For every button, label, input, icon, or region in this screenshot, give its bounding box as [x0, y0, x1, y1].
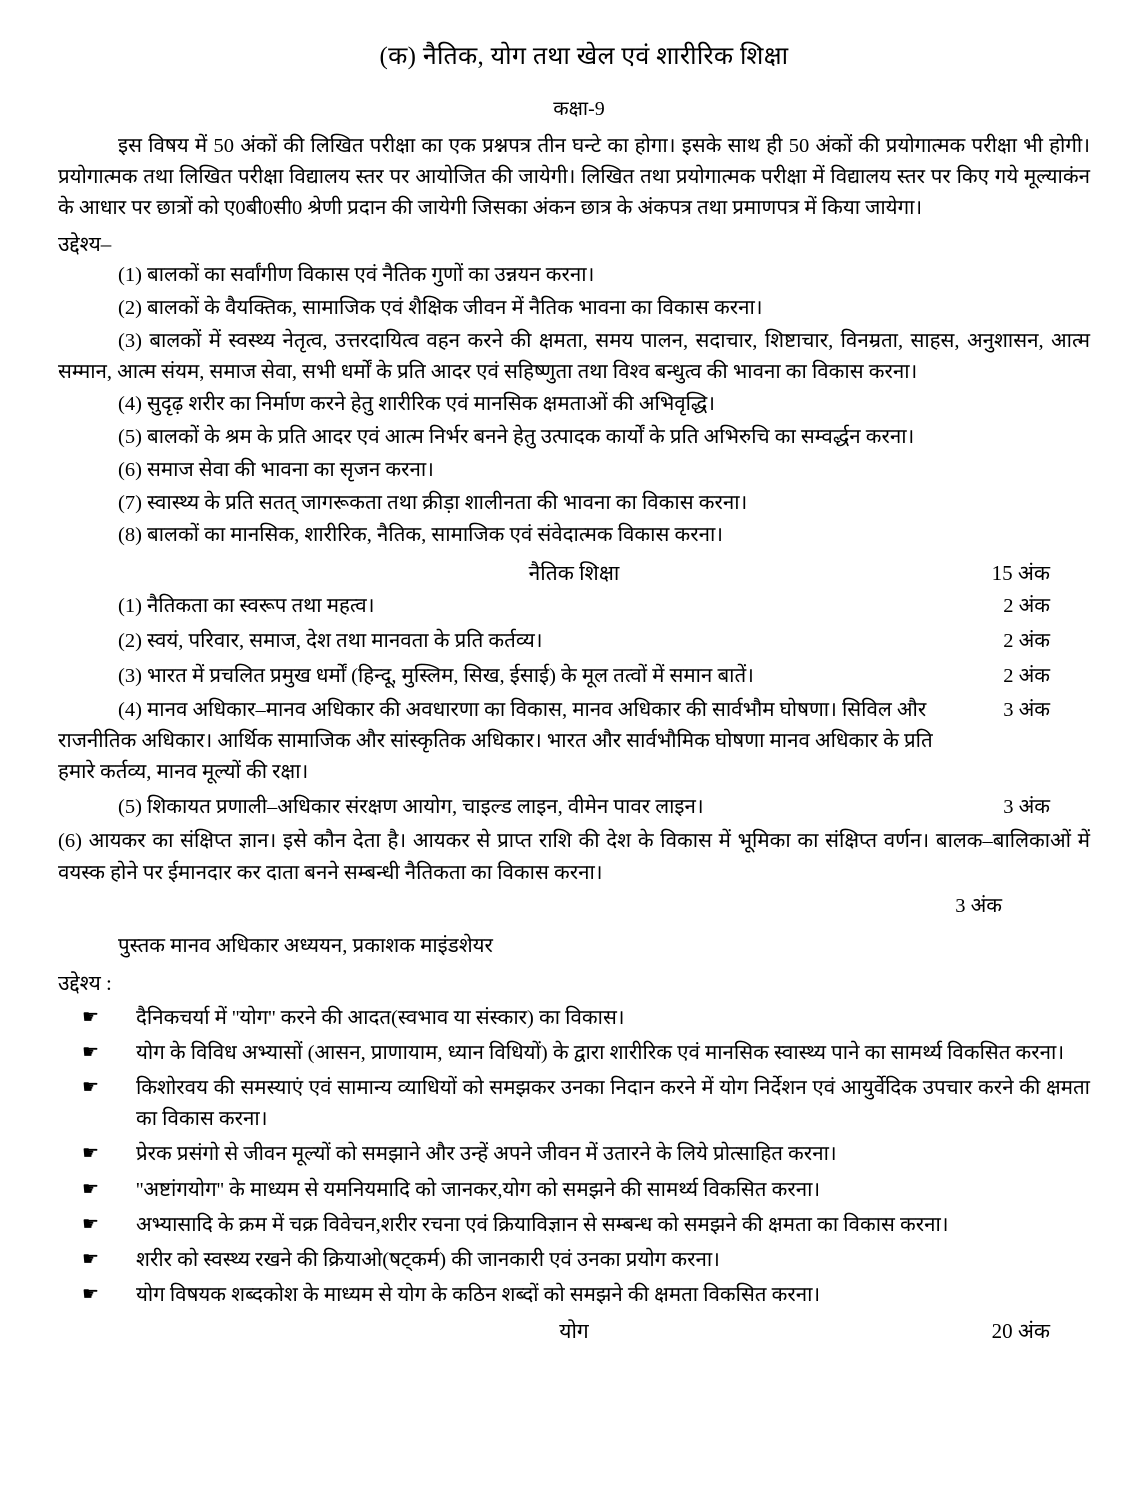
- list-item-label: प्रेरक प्रसंगो से जीवन मूल्यों को समझाने और उन्हें अपने जीवन में उतारने के लिये प्रोत्साहित करना।: [136, 1143, 837, 1166]
- book-reference: पुस्तक मानव अधिकार अध्ययन, प्रकाशक माइंडशेयर: [118, 934, 493, 957]
- moral-item-4: [58, 695, 1090, 787]
- pointing-hand-icon: ☛: [82, 1178, 100, 1200]
- objective-item-6: (6) समाज सेवा की भावना का सृजन करना।: [118, 458, 434, 481]
- pointing-hand-icon: ☛: [82, 1143, 100, 1165]
- pointing-hand-icon: ☛: [82, 1041, 100, 1063]
- moral-item-6-marks: 3 अंक: [955, 894, 1002, 917]
- list-item-label: अभ्यासादि के क्रम में चक्र विवेचन,शरीर रचना एवं क्रियाविज्ञान से सम्बन्ध को समझने की क्षमता का विकास करना।: [136, 1213, 949, 1236]
- list-item-label: योग के विविध अभ्यासों (आसन, प्राणायाम, ध्यान विधियों) के द्वारा शारीरिक एवं मानसिक स्वास्थ्य पाने का सामर्थ्य विकसित करना।: [136, 1041, 1065, 1064]
- moral-item-2: [58, 626, 1090, 657]
- objective-item-8: (8) बालकों का मानसिक, शारीरिक, नैतिक, सामाजिक एवं संवेदात्मक विकास करना।: [118, 524, 724, 547]
- yoga-objectives-list: [58, 1003, 1090, 1311]
- objective-item-2: (2) बालकों के वैयक्तिक, सामाजिक एवं शैक्षिक जीवन में नैतिक भावना का विकास करना।: [118, 297, 763, 320]
- moral-education-heading: [58, 559, 1090, 587]
- list-item: [58, 1245, 1090, 1276]
- moral-education-heading-marks: 15 अंक: [991, 561, 1050, 586]
- yoga-footer-heading: [58, 1317, 1090, 1345]
- list-item: [58, 1003, 1090, 1034]
- list-item-label: ''अष्टांगयोग'' के माध्यम से यम‌नियमादि को जानकर,योग को समझने की सामर्थ्य विकसित करना।: [136, 1178, 821, 1201]
- moral-item-3: [58, 661, 1090, 692]
- list-item: [58, 1073, 1090, 1135]
- moral-item-2-marks: 2 अंक: [1003, 629, 1050, 652]
- list-item: [58, 1038, 1090, 1069]
- moral-item-1: [58, 591, 1090, 622]
- list-item: [58, 1175, 1090, 1206]
- class-subtitle: कक्षा-9: [553, 98, 605, 120]
- moral-item-1-text: (1) नैतिकता का स्वरूप तथा महत्व।: [118, 595, 375, 618]
- yoga-objectives-heading: उद्देश्य :: [58, 970, 112, 995]
- pointing-hand-icon: ☛: [82, 1006, 100, 1028]
- list-item: [58, 1280, 1090, 1311]
- moral-item-1-marks: 2 अंक: [1003, 595, 1050, 618]
- moral-item-5: [58, 792, 1090, 823]
- moral-education-heading-text: नैतिक शिक्षा: [528, 561, 620, 586]
- page-title: (क) नैतिक, योग तथा खेल एवं शारीरिक शिक्षा: [379, 43, 789, 70]
- objective-item-1: (1) बालकों का सर्वांगीण विकास एवं नैतिक गुणों का उन्नयन करना।: [118, 264, 595, 287]
- yoga-footer-text: योग: [559, 1319, 589, 1344]
- moral-item-3-marks: 2 अंक: [1003, 664, 1050, 687]
- objective-item-3: (3) बालकों में स्वस्थ्य नेतृत्व, उत्तरदायित्व वहन करने की क्षमता, समय पालन, सदाचार, शिष्टाचार, विनम्रता, साहस, अनुशासन, आत्म सम्मान, आत्म संयम, समाज सेवा, सभी धर्मों के प्रति आदर एवं सहिष्णुता तथा विश्व बन्धुत्व की भावना का विकास करना।: [58, 329, 1090, 383]
- moral-item-5-marks: 3 अंक: [1003, 795, 1050, 818]
- moral-item-4-text: (4) मानव अधिकार–मानव अधिकार की अवधारणा का विकास, मानव अधिकार की सार्वभौम घोषणा। सिविल और राजनीतिक अधिकार। आर्थिक सामाजिक और सांस्कृतिक अधिकार। भारत और सार्वभौमिक घोषणा मानव अधिकार के प्रति हमारे कर्तव्य, मानव मूल्यों की रक्षा।: [58, 699, 933, 783]
- intro-paragraph: इस विषय में 50 अंकों की लिखित परीक्षा का एक प्रश्न‌पत्र तीन घन्टे का होगा। इसके साथ ही 50 अंकों की प्रयोगात्मक परीक्षा भी होगी। प्रयोगात्मक तथा लिखित परीक्षा विद्यालय स्तर पर आयोजित की जायेगी। लिखित तथा प्रयोगात्मक परीक्षा में विद्यालय स्तर पर किए गये मूल्याकंन के आधार पर छात्रों को ए0बी0सी0 श्रेणी प्रदान की जायेगी जिसका अंकन छात्र के अंकपत्र तथा प्रमाण‌पत्र में किया जायेगा।: [58, 135, 1090, 220]
- list-item: [58, 1139, 1090, 1170]
- moral-item-5-text: (5) शिकायत प्रणाली–अधिकार संरक्षण आयोग, चाइल्ड लाइन, वीमेन पावर लाइन।: [118, 795, 704, 818]
- moral-item-6-text: (6) आयकर का संक्षिप्त ज्ञान। इसे कौन देता है। आयकर से प्राप्त राशि की देश के विकास में भूमिका का संक्षिप्त वर्णन। बालक–बालिकाओं में वयस्क होने पर ईमानदार कर दाता बनने सम्बन्धी नैतिकता का विकास करना।: [58, 830, 1090, 884]
- objective-item-7: (7) स्वास्थ्य के प्रति सतत् जागरूकता तथा क्रीड़ा शालीनता की भावना का विकास करना।: [118, 491, 748, 514]
- pointing-hand-icon: ☛: [82, 1248, 100, 1270]
- pointing-hand-icon: ☛: [82, 1284, 100, 1306]
- objectives-heading: उद्देश्य–: [58, 232, 112, 257]
- pointing-hand-icon: ☛: [82, 1213, 100, 1235]
- pointing-hand-icon: ☛: [82, 1077, 100, 1099]
- list-item-label: योग विषयक शब्दकोश के माध्यम से योग के कठिन शब्दों को समझने की क्षमता विकसित करना।: [136, 1284, 821, 1307]
- moral-item-3-text: (3) भारत में प्रचलित प्रमुख धर्मों (हिन्दू, मुस्लिम, सिख, ईसाई) के मूल तत्वों में समान बातें।: [118, 664, 754, 687]
- list-item-label: दैनिकचर्या में ''योग'' करने की आदत(स्वभाव या संस्कार) का विकास।: [136, 1006, 625, 1029]
- list-item: [58, 1210, 1090, 1241]
- objective-item-4: (4) सुदृढ़ शरीर का निर्माण करने हेतु शारीरिक एवं मानसिक क्षमताओं की अभिवृद्धि।: [118, 393, 716, 416]
- list-item-label: शरीर को स्वस्थ्य रखने की क्रियाओ(षट्कर्म) की जानकारी एवं उनका प्रयोग करना।: [136, 1248, 720, 1271]
- list-item-label: किशोरवय की समस्याएं एवं सामान्य व्याधियों को समझकर उनका निदान करने में योग निर्देशन एवं आयुर्वेदिक उपचार करने की क्षमता का विकास करना।: [136, 1077, 1090, 1131]
- moral-item-2-text: (2) स्वयं, परिवार, समाज, देश तथा मानवता के प्रति कर्तव्य।: [118, 629, 543, 652]
- objective-item-5: (5) बालकों के श्रम के प्रति आदर एवं आत्म निर्भर बनने हेतु उत्पादक कार्यों के प्रति अभिरुचि का सम्वर्द्धन करना।: [118, 426, 915, 449]
- moral-item-4-marks: 3 अंक: [1003, 699, 1050, 722]
- yoga-footer-marks: 20 अंक: [991, 1319, 1050, 1344]
